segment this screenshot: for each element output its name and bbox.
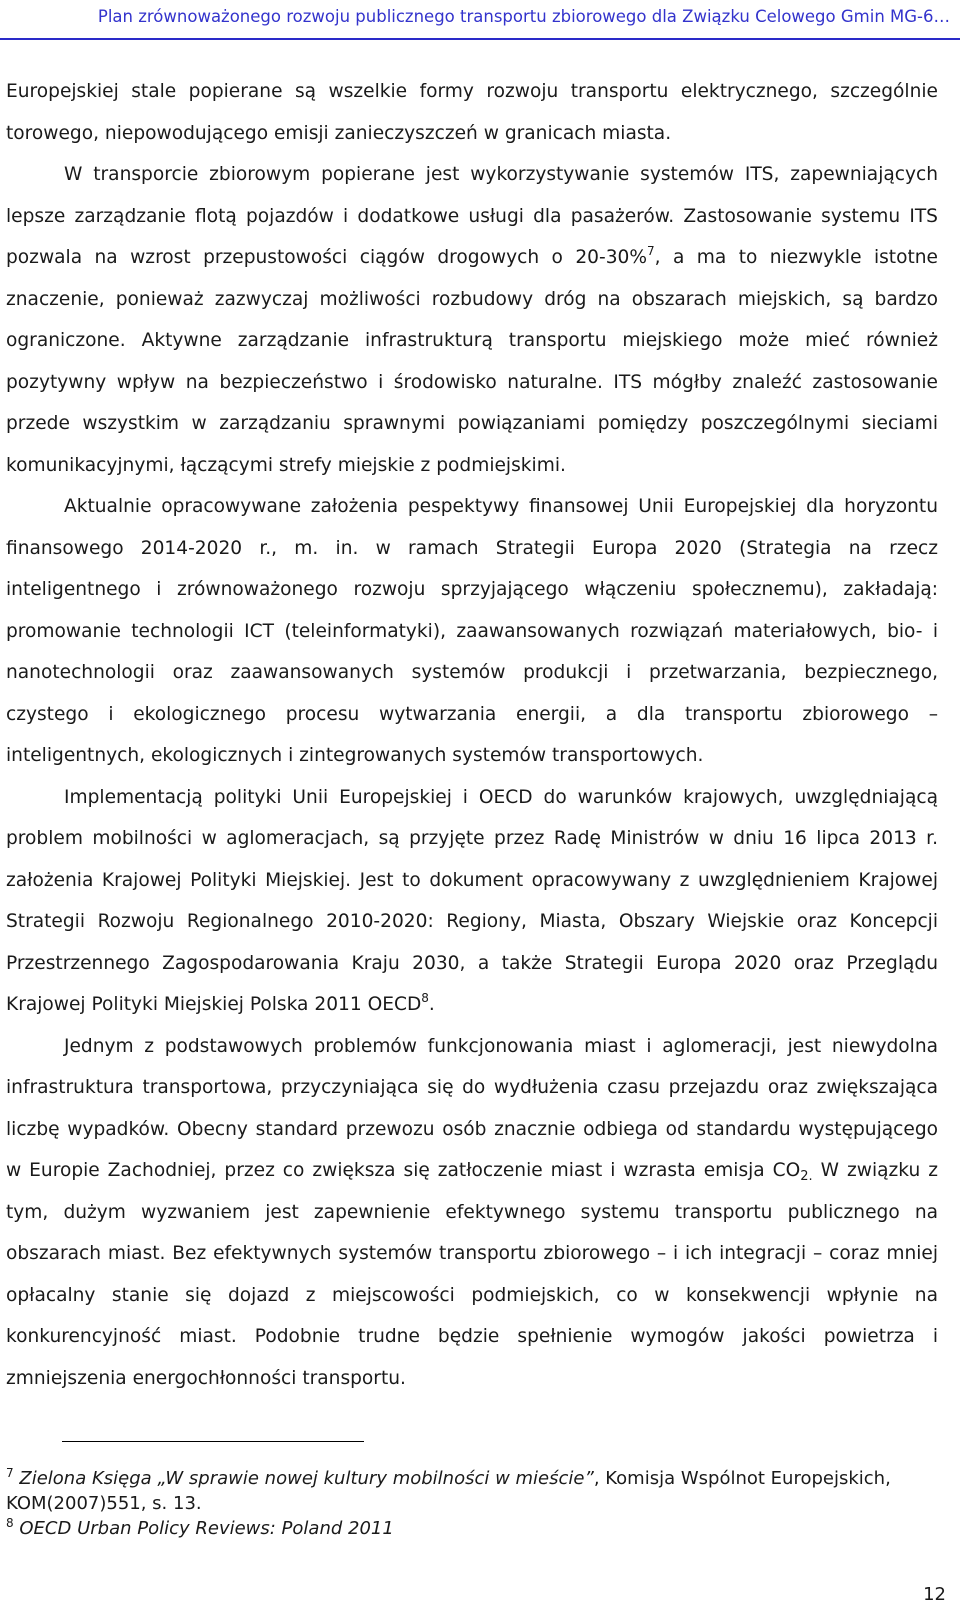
footnotes: [6, 1466, 956, 1541]
footnote-8: [6, 1516, 956, 1541]
paragraph-its: [6, 154, 938, 486]
page-number: 12: [923, 1584, 946, 1605]
paragraph-transport-problems: [6, 1026, 938, 1400]
paragraph-policy-text-a: Implementacją polityki Unii Europejskiej i OECD do warunków krajowych, uwzględniającą problem mobilności w aglomeracjach, są przyjęte przez Radę Ministrów w dniu 16 lipca 2013 r. założenia Krajowej Polityki Miejskiej. Jest to dokument opracowywany z uwzględnieniem Krajowej Strategii Rozwoju Regionalnego 2010-2020: Regiony, Miasta, Obszary Wiejskie oraz Koncepcji Przestrzennego Zagospodarowania Kraju 2030, a także Strategii Europa 2020 oraz Przeglądu Krajowej Polityki Miejskiej Polska 2011 OECD: [6, 786, 938, 1015]
paragraph-problems-text-b: W związku z tym, dużym wyzwaniem jest zapewnienie efektywnego systemu transportu publicznego na obszarach miast. Bez efektywnych systemów transportu zbiorowego – i ich integracji – coraz mniej opłacalny stanie się dojazd z miejscowości podmiejskich, co w konsekwencji wpłynie na konkurencyjność miast. Podobnie trudne będzie spełnienie wymogów jakości powietrza i zmniejszenia energochłonności transportu.: [6, 1160, 938, 1389]
paragraph-eu-financial-perspective: Aktualnie opracowywane założenia pespektywy finansowej Unii Europejskiej dla horyzontu finansowego 2014-2020 r., m. in. w ramach Strategii Europa 2020 (Strategia na rzecz inteligentnego i zrównoważonego rozwoju sprzyjającego włączeniu społecznemu), zakładają: promowanie technologii ICT (teleinformatyki), zaawansowanych rozwiązań materiałowych, bio- i nanotechnologii oraz zaawansowanych systemów produkcji i przetwarzania, bezpiecznego, czystego i ekologicznego procesu wytwarzania energii, a dla transportu zbiorowego – inteligentnych, ekologicznych i zintegrowanych systemów transportowych.: [6, 496, 938, 766]
footnote-7: [6, 1466, 956, 1516]
page-header: [0, 0, 960, 40]
footnote-number-8: 8: [6, 1516, 14, 1530]
footnote-number-7: 7: [6, 1466, 14, 1480]
co2-subscript: 2.: [800, 1169, 813, 1184]
paragraph-policy-text-b: .: [428, 994, 435, 1015]
document-body: [6, 71, 938, 1399]
footnote-8-title: OECD Urban Policy Reviews: Poland 2011: [19, 1518, 394, 1539]
paragraph-eu-electric-transport: Europejskiej stale popierane są wszelkie formy rozwoju transportu elektrycznego, szczególnie torowego, niepowodującego emisji zanieczyszczeń w granicach miasta.: [6, 81, 938, 144]
paragraph-its-text-a: W transporcie zbiorowym popierane jest wykorzystywanie systemów ITS, zapewniających lepsze zarządzanie flotą pojazdów i dodatkowe usługi dla pasażerów. Zastosowanie systemu ITS pozwala na wzrost przepustowości ciągów drogowych o 20-30%: [6, 164, 938, 268]
paragraph-national-urban-policy: [6, 777, 938, 1026]
footnote-7-title: Zielona Księga „W sprawie nowej kultury mobilności w mieście”: [19, 1468, 594, 1489]
paragraph-problems-text-a: Jednym z podstawowych problemów funkcjonowania miast i aglomeracji, jest niewydolna infrastruktura transportowa, przyczyniająca się do wydłużenia czasu przejazdu oraz zwiększająca liczbę wypadków. Obecny standard przewozu osób znacznie odbiega od standardu występującego w Europie Zachodniej, przez co zwiększa się zatłoczenie miast i wzrasta emisja CO: [6, 1035, 938, 1181]
footnote-separator: [62, 1441, 364, 1442]
paragraph-its-text-b: , a ma to niezwykle istotne znaczenie, ponieważ zazwyczaj możliwości rozbudowy dróg na obszarach miejskich, są bardzo ograniczone. Aktywne zarządzanie infrastrukturą transportu miejskiego może mieć również pozytywny wpływ na bezpieczeństwo i środowisko naturalne. ITS mógłby znaleźć zastosowanie przede wszystkim w zarządzaniu sprawnymi powiązaniami pomiędzy poszczególnymi sieciami komunikacyjnymi, łączącymi strefy miejskie z podmiejskimi.: [6, 247, 938, 476]
running-header-title: Plan zrównoważonego rozwoju publicznego transportu zbiorowego dla Związku Celowego Gmin MG-6…: [97, 7, 950, 26]
footnote-ref-8[interactable]: 8: [421, 991, 429, 1005]
footnote-ref-7[interactable]: 7: [647, 244, 655, 258]
header-divider: [0, 38, 960, 40]
footnote-7-source: , Komisja Wspólnot Europejskich, KOM(2007)551, s. 13.: [6, 1468, 891, 1514]
